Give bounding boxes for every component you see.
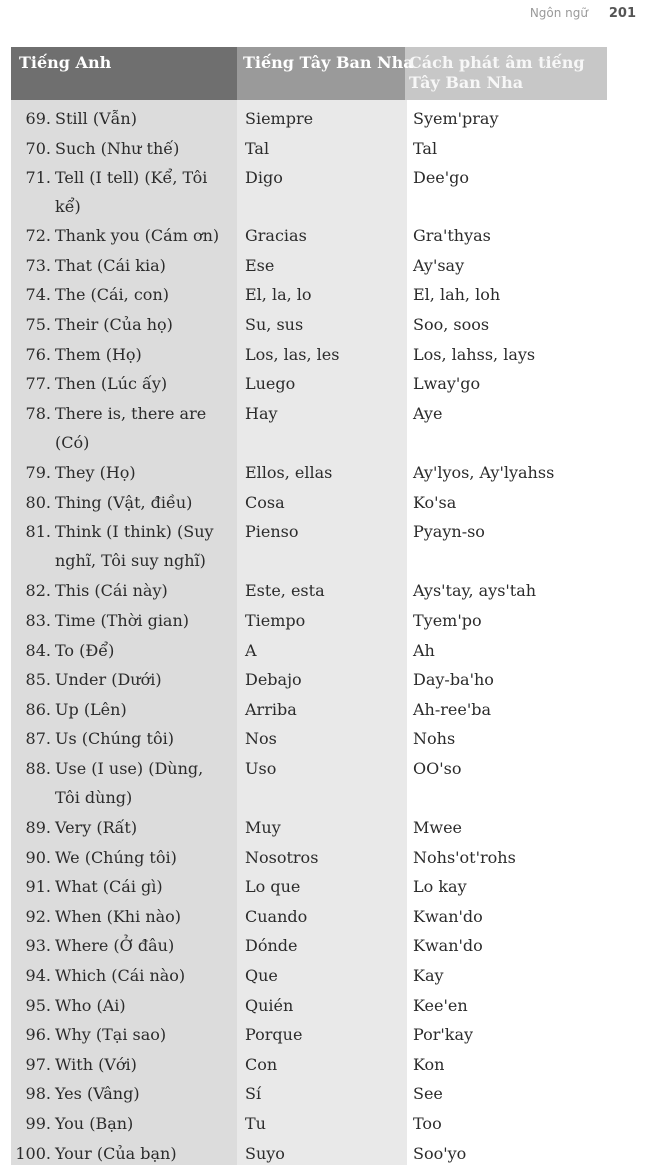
table-row [11,1139,607,1168]
row-number: 87. [25,729,51,749]
pronunciation: Ah-ree'ba [413,699,492,719]
spanish-word: Muy [245,818,281,838]
table-row [11,724,607,754]
column-header-english: Tiếng Anh [19,53,112,72]
spanish-word: Debajo [245,670,302,690]
row-number: 88. [25,758,51,778]
pronunciation: Too [413,1114,442,1133]
table-row [11,1020,607,1050]
pronunciation: Soo, soos [413,314,490,334]
english-word: Under (Dưới) [55,670,162,690]
spanish-word: Gracias [245,226,307,246]
pronunciation: Ay'lyos, Ay'lyahss [413,462,555,482]
pronunciation: Lo kay [413,877,467,897]
row-number: 81. [25,522,51,542]
column-header-pronunciation: Cách phát âm tiếng Tây Ban Nha [409,53,585,92]
pronunciation: Los, lahss, lays [413,344,536,364]
table-row [11,517,607,576]
spanish-word: A [245,640,257,660]
row-number: 75. [25,314,51,334]
english-cell [11,399,237,458]
english-word: Why (Tại sao) [55,1025,167,1045]
english-cell [11,458,237,488]
english-word: With (Với) [55,1054,137,1074]
page-number: 201 [608,6,636,21]
table-row [11,1079,607,1109]
table-row [11,310,607,340]
row-number: 96. [25,1025,51,1045]
english-word: What (Cái gì) [55,877,163,897]
table-row [11,134,607,164]
pronunciation: Kwan'do [413,906,483,926]
table-row [11,843,607,873]
english-word: Thank you (Cám ơn) [55,226,220,246]
spanish-word: Digo [245,168,283,188]
table-row [11,991,607,1021]
spanish-word: Siempre [245,109,314,128]
table-row [11,576,607,606]
row-number: 95. [25,995,51,1015]
english-cell [11,1020,237,1050]
row-number: 79. [25,462,51,482]
english-cell [11,931,237,961]
english-cell [11,872,237,902]
row-number: 91. [25,877,51,897]
pronunciation: El, lah, loh [413,285,501,305]
english-word: This (Cái này) [55,581,168,601]
row-number: 85. [25,670,51,690]
pronunciation: Aye [413,403,443,423]
table-row [11,606,607,636]
english-word: Which (Cái nào) [55,966,186,986]
row-number: 92. [25,906,51,926]
spanish-word: Sí [245,1084,262,1104]
table-row [11,221,607,251]
pronunciation: Kay [413,966,444,986]
row-number: 80. [25,492,51,512]
pronunciation: Kon [413,1054,445,1074]
row-number: 70. [25,138,51,158]
english-cell [11,961,237,991]
spanish-word: Uso [245,758,277,778]
english-word: That (Cái kia) [55,255,166,275]
pronunciation: Tal [413,138,438,158]
table-row [11,872,607,902]
row-number: 84. [25,640,51,660]
english-cell [11,991,237,1021]
english-cell [11,843,237,873]
spanish-word: Nosotros [245,847,319,867]
table-row [11,636,607,666]
english-cell [11,754,237,813]
spanish-word: Los, las, les [245,344,340,364]
english-cell [11,902,237,932]
pronunciation: Ah [413,640,435,660]
row-number: 90. [25,847,51,867]
english-cell [11,163,237,221]
table-row [11,902,607,932]
english-cell [11,1079,237,1109]
english-cell [11,1139,237,1168]
english-word: Tell (I tell) (Kể, Tôi kể) [55,168,208,217]
row-number: 99. [25,1114,51,1133]
english-cell [11,221,237,251]
spanish-word: Suyo [245,1143,285,1163]
row-number: 94. [25,966,51,986]
english-word: There is, there are (Có) [55,403,207,452]
pronunciation: Por'kay [413,1025,474,1045]
english-cell [11,517,237,576]
pronunciation: See [413,1084,443,1104]
pronunciation: Kee'en [413,995,468,1015]
row-number: 71. [25,168,51,188]
spanish-word: Pienso [245,522,299,542]
row-number: 100. [15,1143,51,1163]
table-row [11,340,607,370]
row-number: 98. [25,1084,51,1104]
pronunciation: Ay'say [413,255,465,275]
table-row [11,458,607,488]
english-word: Your (Của bạn) [55,1143,177,1163]
pronunciation: Nohs'ot'rohs [413,847,516,867]
vocabulary-table [11,47,607,1165]
table-row [11,399,607,458]
english-word: Yes (Vâng) [55,1084,140,1104]
english-word: We (Chúng tôi) [55,847,177,867]
pronunciation: OO'so [413,758,462,778]
spanish-word: Cuando [245,906,308,926]
table-row [11,1050,607,1080]
table-row [11,104,607,134]
pronunciation: Tyem'po [413,610,482,630]
spanish-word: Porque [245,1025,303,1045]
table-row [11,813,607,843]
spanish-word: Ese [245,255,275,275]
row-number: 77. [25,374,51,394]
table-row [11,754,607,813]
table-row [11,163,607,221]
row-number: 72. [25,226,51,246]
table-row [11,251,607,281]
spanish-word: Con [245,1054,278,1074]
english-cell [11,1050,237,1080]
english-cell [11,636,237,666]
spanish-word: Cosa [245,492,285,512]
english-word: To (Để) [55,640,115,660]
english-cell [11,369,237,399]
row-number: 76. [25,344,51,364]
spanish-word: Que [245,966,278,986]
spanish-word: Tal [245,138,270,158]
english-word: When (Khi nào) [55,906,182,926]
english-cell [11,606,237,636]
spanish-word: Lo que [245,877,301,897]
english-word: Where (Ở đâu) [55,936,175,956]
english-cell [11,576,237,606]
english-cell [11,488,237,518]
spanish-word: Ellos, ellas [245,462,333,482]
english-word: Use (I use) (Dùng, Tôi dùng) [55,758,204,807]
table-row [11,1109,607,1139]
english-word: Thing (Vật, điều) [55,492,193,512]
row-number: 97. [25,1054,51,1074]
table-header [11,47,607,100]
english-cell [11,340,237,370]
english-word: They (Họ) [55,462,136,482]
english-cell [11,251,237,281]
english-cell [11,104,237,134]
english-cell [11,280,237,310]
english-word: Then (Lúc ấy) [55,374,168,394]
spanish-word: El, la, lo [245,285,312,305]
english-word: Up (Lên) [55,699,127,719]
english-word: Who (Ai) [55,995,126,1015]
spanish-word: Nos [245,729,277,749]
row-number: 93. [25,936,51,956]
table-row [11,369,607,399]
pronunciation: Lway'go [413,374,481,394]
spanish-word: Tiempo [245,610,306,630]
english-cell [11,724,237,754]
english-word: Still (Vẫn) [55,109,137,128]
english-cell [11,134,237,164]
english-word: Them (Họ) [55,344,142,364]
spanish-word: Hay [245,403,278,423]
english-word: Time (Thời gian) [55,610,190,630]
english-cell [11,1109,237,1139]
table-row [11,931,607,961]
spanish-word: Este, esta [245,581,325,601]
row-number: 78. [25,403,51,423]
table-row [11,280,607,310]
page-header [530,6,640,21]
spanish-word: Luego [245,374,296,394]
english-cell [11,665,237,695]
pronunciation: Kwan'do [413,936,483,956]
pronunciation: Ko'sa [413,492,457,512]
pronunciation: Soo'yo [413,1143,467,1163]
spanish-word: Quién [245,995,294,1015]
pronunciation: Mwee [413,818,463,838]
pronunciation: Nohs [413,729,456,749]
english-word: The (Cái, con) [55,285,169,305]
row-number: 74. [25,285,51,305]
pronunciation: Pyayn-so [413,522,485,542]
english-cell [11,695,237,725]
table-row [11,695,607,725]
table-rows [11,100,607,1168]
english-word: Such (Như thế) [55,138,180,158]
pronunciation: Day-ba'ho [413,670,494,690]
english-word: Their (Của họ) [55,314,173,334]
english-cell [11,310,237,340]
table-row [11,665,607,695]
pronunciation: Syem'pray [413,109,499,128]
row-number: 82. [25,581,51,601]
spanish-word: Su, sus [245,314,304,334]
english-word: You (Bạn) [55,1114,134,1133]
pronunciation: Ays'tay, ays'tah [413,581,537,601]
section-title: Ngôn ngữ [529,6,588,20]
table-row [11,961,607,991]
english-word: Very (Rất) [55,818,138,838]
english-cell [11,813,237,843]
column-header-spanish: Tiếng Tây Ban Nha [243,53,414,72]
row-number: 69. [25,109,51,128]
pronunciation: Gra'thyas [413,226,491,246]
row-number: 86. [25,699,51,719]
english-word: Think (I think) (Suy nghĩ, Tôi suy nghĩ) [55,522,214,571]
spanish-word: Tu [245,1114,266,1133]
english-word: Us (Chúng tôi) [55,729,174,749]
table-row [11,488,607,518]
table-body [11,100,607,1165]
row-number: 89. [25,818,51,838]
spanish-word: Dónde [245,936,298,956]
row-number: 73. [25,255,51,275]
row-number: 83. [25,610,51,630]
spanish-word: Arriba [245,699,297,719]
pronunciation: Dee'go [413,168,470,188]
